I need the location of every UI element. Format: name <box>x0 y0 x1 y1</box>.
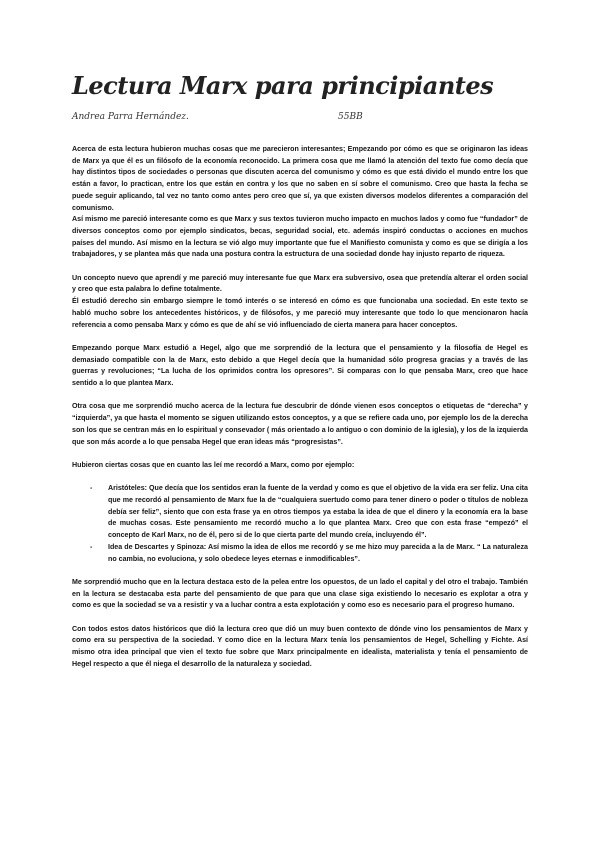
document-meta <box>72 108 528 130</box>
list-item <box>72 542 528 565</box>
paragraph: Un concepto nuevo que aprendí y me pareció muy interesante fue que Marx era subversivo, osea que pretendía alterar el orden social y creo que esta palabra lo define totalmente. <box>72 273 528 294</box>
bullet-list <box>72 483 528 565</box>
paragraph: Me sorprendió mucho que en la lectura destaca esto de la pelea entre los opuestos, de un lado el capital y del otro el trabajo. También en la lectura se destacaba esta parte del pensamiento de que para que una clase siga existiendo lo necesario es explotar a otra y como es que la sociedad se va a resistir y va a luchar contra a esta explotación y como eso es necesario para el progreso humano. <box>72 577 528 610</box>
document-title: Lectura Marx para principiantes <box>72 71 494 100</box>
list-item <box>72 483 528 542</box>
bullet-dash: - <box>90 542 93 551</box>
document-page <box>72 70 528 682</box>
list-item-text: Idea de Descartes y Spinoza: Así mismo la idea de ellos me recordó y se me hizo muy parecida a la de Marx. “ La naturaleza no cambia, no evoluciona, y solo obedece leyes eternas e inmodificables”. <box>108 542 528 563</box>
paragraph: Empezando porque Marx estudió a Hegel, algo que me sorprendió de la lectura que el pensamiento y la filosofía de Hegel es demasiado compatible con la de Marx, esto debido a que Hegel decía que la humanidad sólo progresa gracias y a través de las guerras y revoluciones; “La lucha de los oprimidos contra los opresores”. Si comparas con lo que pensaba Marx, creo que hace sentido a lo que plantea Marx. <box>72 343 528 388</box>
author-name: Andrea Parra Hernández. <box>72 112 189 122</box>
paragraph: Hubieron ciertas cosas que en cuanto las leí me recordó a Marx, como por ejemplo: <box>72 460 355 469</box>
paragraph: Otra cosa que me sorprendió mucho acerca de la lectura fue descubrir de dónde vienen esos conceptos o etiquetas de “derecha” y “izquierda”, ya que hasta el momento se siguen utilizando estos conceptos, y a que se refiere cada uno, por ejemplo los de la derecha son los que se centran más en lo espiritual y consevador ( más orientado a lo antiguo o con dominio de la iglesia), y los de la izquierda que son más acorde a lo que pensaba Hegel que eran ideas más “progresistas”. <box>72 402 528 446</box>
paragraph: Con todos estos datos históricos que dió la lectura creo que dió un muy buen contexto de dónde vino los pensamientos de Marx y como era su perspectiva de la sociedad. Y como dice en la lectura Marx tenía los pensamientos de Hegel, Schelling y Fichte. Así mismo otra idea principal que vien el texto fue sobre que Marx principalmente en idealista, materialista y tenía el pensamiento de Hegel respecto a que él niega el desarrollo de la naturaleza y sociedad. <box>72 624 528 668</box>
paragraph: Él estudió derecho sin embargo siempre le tomó interés o se interesó en cómo es que funcionaba una sociedad. En este texto se habló mucho sobre los antecedentes históricos, y de filósofos, y me pareció muy interesante que todo lo que mencionaron hacía referencia a como pensaba Marx y cómo es que de ahí se vió influenciado de cierta manera para hacer conceptos. <box>72 297 528 329</box>
group-code: 55BB <box>338 112 363 122</box>
document-body <box>72 144 528 671</box>
paragraph: Así mismo me pareció interesante como es que Marx y sus textos tuvieron mucho impacto en muchos lados y como fue “fundador” de diversos conceptos como por ejemplo sindicatos, becas, seguridad social, etc. además inspiró conductas o acciones en muchos países del mundo. Así mismo en la lectura se vió algo muy importante que fue el Manifiesto comunista y como es que se dirigía a los trabajadores, y se plantea más que nada una postura contra la estructura de una sociedad donde hay injusto reparto de riqueza. <box>72 215 528 259</box>
paragraph: Acerca de esta lectura hubieron muchas cosas que me parecieron interesantes; Empezando por cómo es que se originaron las ideas de Marx ya que él es un filósofo de la economía reconocido. La primera cosa que me llamó la atención del texto fue como decía que hay distintos tipos de sociedades o personas que discuten acerca del comunismo y cómo es que está divido el mundo entre los que están a favor, lo practican, entre los que están en contra y los que no saben en sí sobre el comunismo. Creo que hasta la fecha se puede seguir aplicando, tal vez no tanto como antes pero creo que sí, ya que existen diversos modelos diferentes a comparación del comunismo. <box>72 145 528 212</box>
bullet-dash: - <box>90 484 93 493</box>
list-item-text: Aristóteles: Que decía que los sentidos eran la fuente de la verdad y como es que el objetivo de la vida era ser feliz. Una cita que me recordó al pensamiento de Marx fue la de “cualquiera suertudo como para tener dinero o poder o títulos de nobleza debía ser feliz”, siento que con esta frase ya en otros tiempos ya estaba la idea de que el dinero y la economía era la base de muchas cosas. Este pensamiento me recordó mucho a lo que plantea Marx. Creo que con esta frase “empezó” el concepto de Karl Marx, no de él, pero si de lo que cierta parte del mundo creía, incluyendo él”. <box>108 484 528 540</box>
